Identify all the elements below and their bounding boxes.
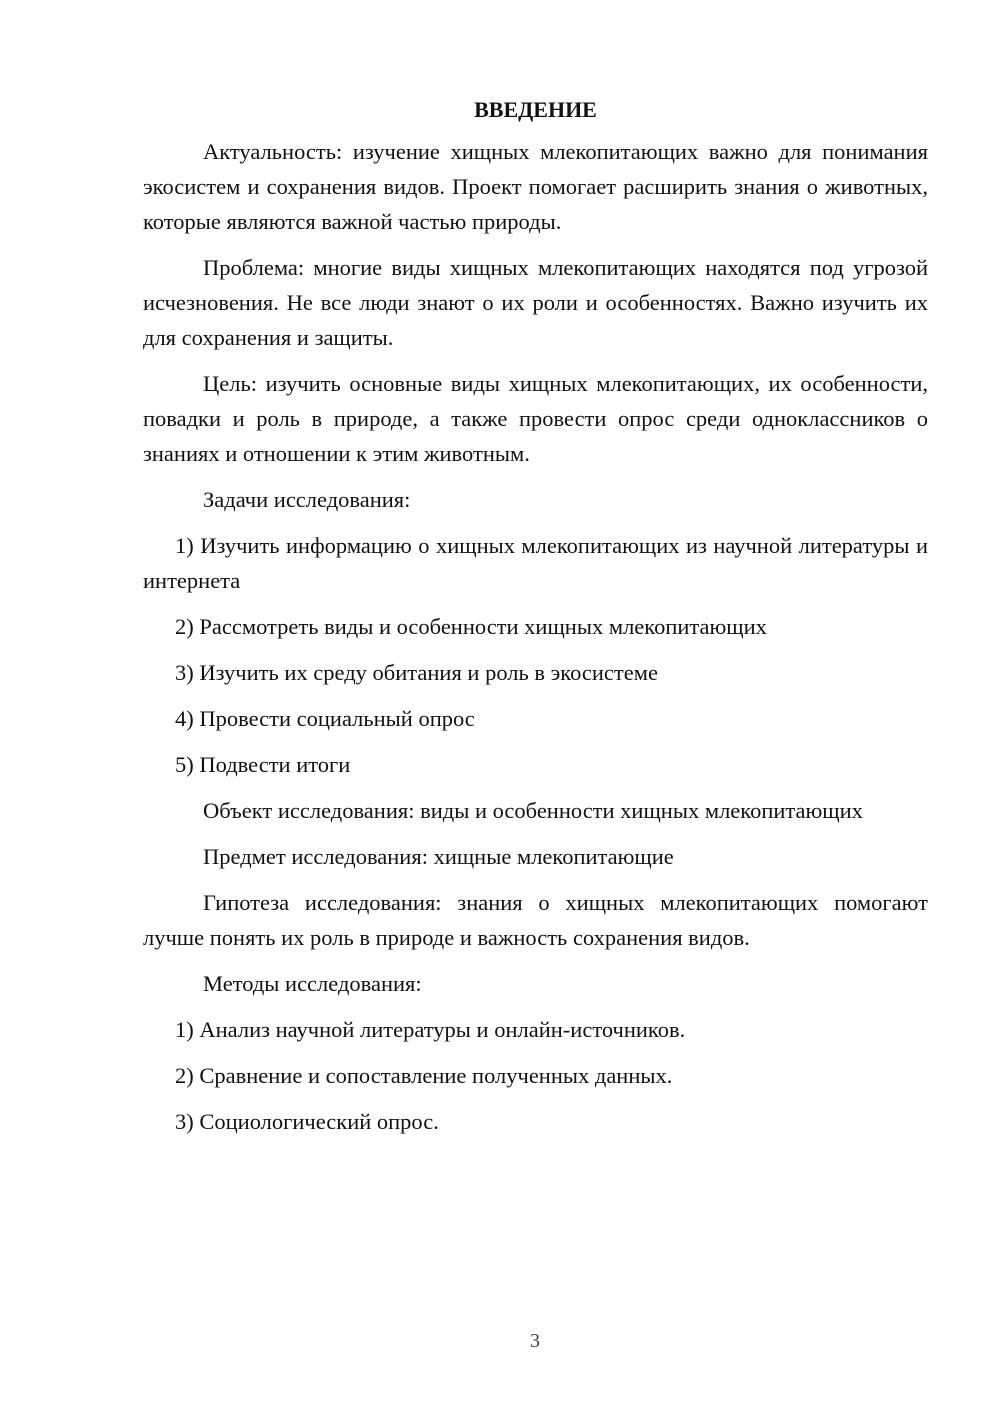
object-paragraph: Объект исследования: виды и особенности хищных млекопитающих xyxy=(203,798,863,823)
subject-paragraph: Предмет исследования: хищные млекопитающие xyxy=(203,844,674,869)
methods-heading: Методы исследования: xyxy=(203,971,422,996)
goal-paragraph: Цель: изучить основные виды хищных млекопитающих, их особенности, повадки и роль в природе, а также провести опрос среди одноклассников о знаниях и отношении к этим животным. xyxy=(143,371,928,466)
page-number: 3 xyxy=(530,1330,540,1352)
tasks-heading: Задачи исследования: xyxy=(203,487,411,512)
task-item: 4) Провести социальный опрос xyxy=(175,706,475,731)
task-item: 5) Подвести итоги xyxy=(175,752,351,777)
method-item: 1) Анализ научной литературы и онлайн-источников. xyxy=(175,1017,686,1042)
problem-paragraph: Проблема: многие виды хищных млекопитающих находятся под угрозой исчезновения. Не все люди знают о их роли и особенностях. Важно изучить их для сохранения и защиты. xyxy=(143,255,928,350)
method-item: 3) Социологический опрос. xyxy=(175,1109,439,1134)
task-item: 2) Рассмотреть виды и особенности хищных млекопитающих xyxy=(175,614,767,639)
section-title: ВВЕДЕНИЕ xyxy=(474,97,597,122)
hypothesis-paragraph: Гипотеза исследования: знания о хищных млекопитающих помогают лучше понять их роль в природе и важность сохранения видов. xyxy=(143,890,928,950)
task-item: 3) Изучить их среду обитания и роль в экосистеме xyxy=(175,660,658,685)
relevance-paragraph: Актуальность: изучение хищных млекопитающих важно для понимания экосистем и сохранения видов. Проект помогает расширить знания о животных, которые являются важной частью природы. xyxy=(143,139,928,234)
method-item: 2) Сравнение и сопоставление полученных данных. xyxy=(175,1063,673,1088)
task-item: 1) Изучить информацию о хищных млекопитающих из научной литературы и интернета xyxy=(143,533,928,593)
page-content xyxy=(143,88,928,1150)
